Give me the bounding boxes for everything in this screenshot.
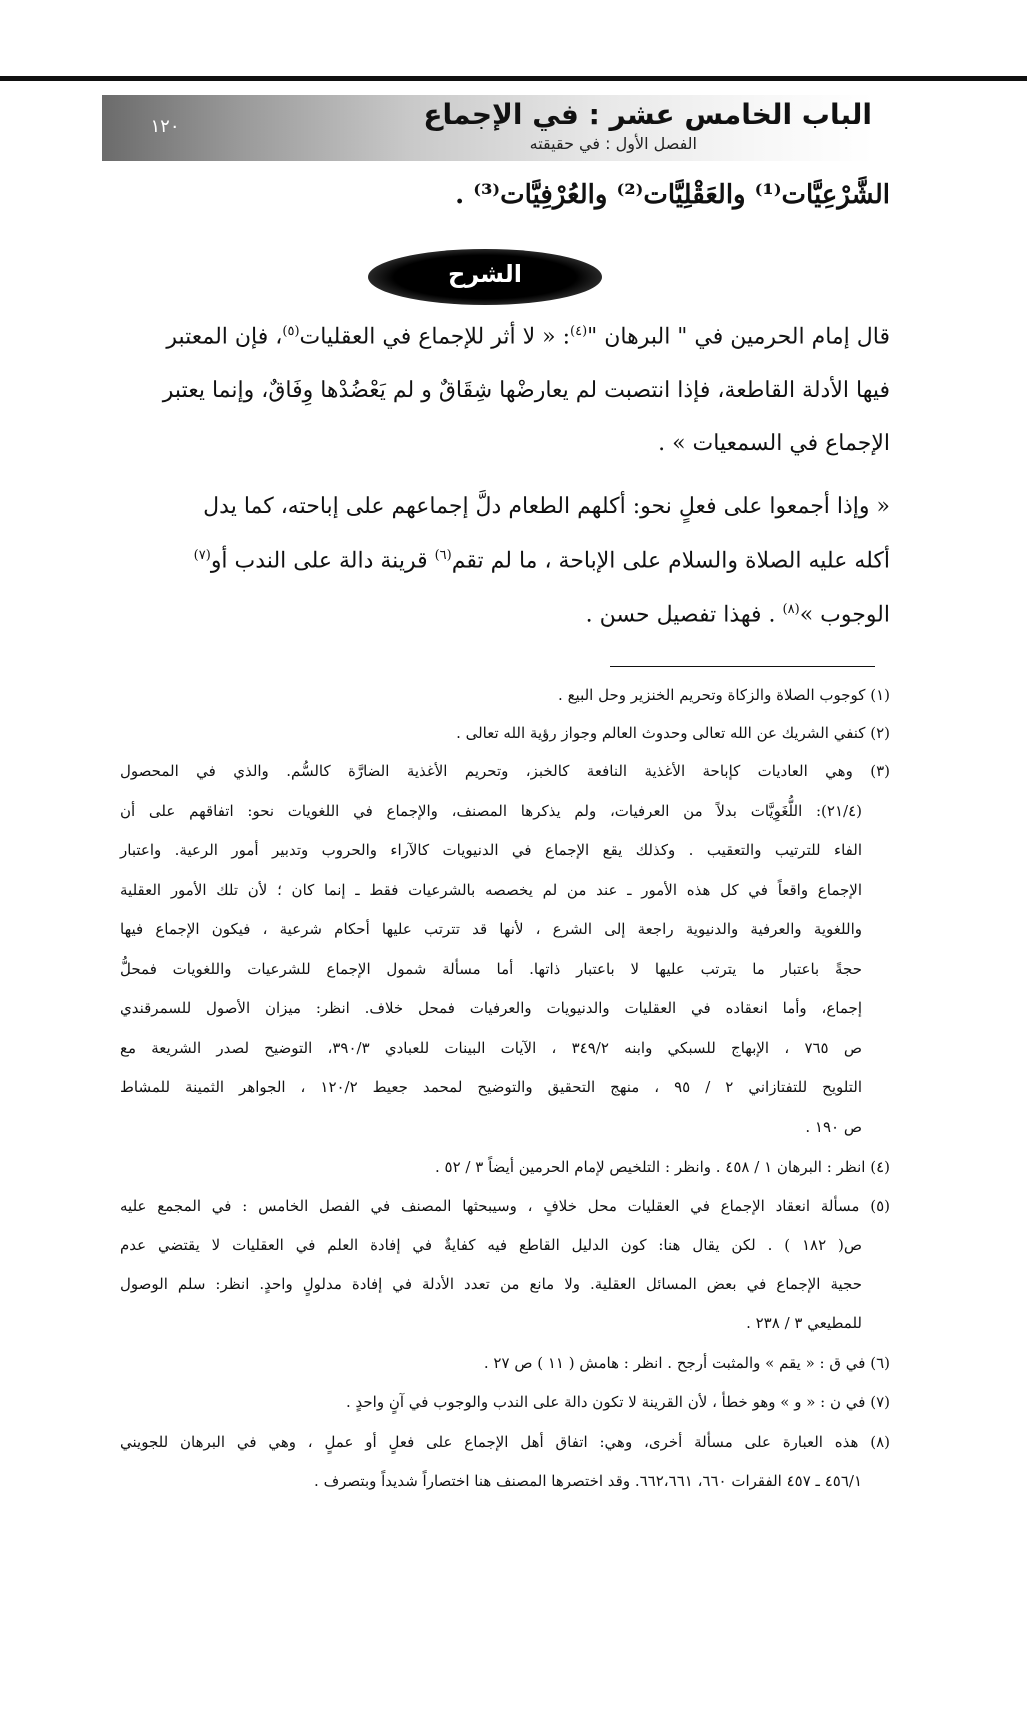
footnote-8-line-2: ٤٥٦/١ ـ ٤٥٧ الفقرات ٦٦٠، ٦٦٢،٦٦١. وقد اختصرها المصنف هنا اختصاراً شديداً وبتصرف . [314, 1472, 862, 1490]
text-run: : « لا أثر للإجماع في العقليات [299, 324, 570, 350]
footnote-5-line-4: للمطيعي ٣ / ٢٣٨ . [746, 1314, 862, 1332]
section-title: الفصل الأول : في حقيقته [529, 134, 697, 153]
footnote-3-line-5: واللغوية والعرفية والدنيوية راجعة إلى الشرع ، لأنها قد تترتب عليها أحكام شرعية ، فيكون الإجماع فيها [120, 920, 862, 938]
footnote-5-line-1: (٥) مسألة انعقاد الإجماع في العقليات محل خلافٍ ، وسيبحثها المصنف في الفصل الخامس : في المجمع عليه [120, 1197, 890, 1215]
footnote-ref: (٥) [282, 324, 300, 339]
footnote-1: (١) كوجوب الصلاة والزكاة وتحريم الخنزير وحل البيع . [558, 686, 890, 704]
paragraph-2-line-3 [586, 602, 890, 627]
footnote-7: (٧) في ن : « و » وهو خطأ ، لأن القرينة لا تكون دالة على الندب والوجوب في آنٍ واحدٍ . [345, 1393, 890, 1411]
footnote-6: (٦) في ق : « يقم » والمثبت أرجح . انظر : هامش ( ١١ ) ص ٢٧ . [483, 1354, 890, 1372]
footnote-ref: (٤) [570, 324, 588, 339]
footnote-3-line-10: ص ١٩٠ . [805, 1118, 862, 1136]
paragraph-1-line-3: الإجماع في السمعيات » . [658, 431, 890, 456]
page-number: ١٢٠ [150, 116, 180, 137]
footnote-5-line-3: حجية الإجماع في بعض المسائل العقلية. ولا مانع من تعدد الأدلة في إفادة مدلولٍ واحدٍ. انظر: سلم الوصول [120, 1275, 862, 1293]
text-run: قال إمام الحرمين في " البرهان " [587, 324, 890, 350]
paragraph-1-line-2: فيها الأدلة القاطعة، فإذا انتصبت لم يعارضْها شِقَاقٌ و لم يَعْضُدْها وِفَاقٌ، وإنما يعتبر [162, 378, 890, 403]
text-run: أكله عليه الصلاة والسلام على الإباحة ، ما لم تقم [451, 548, 890, 574]
footnote-ref: (٦) [434, 548, 452, 563]
text-run: ، فإن المعتبر [166, 324, 283, 350]
footnote-8-line-1: (٨) هذه العبارة على مسألة أخرى، وهي: اتفاق أهل الإجماع على فعلٍ أو عملٍ ، وهي في البرهان للجويني [120, 1433, 890, 1451]
footnote-3-line-8: ص ٧٦٥ ، الإبهاج للسبكي وابنه ٣٤٩/٢ ، الآيات البينات للعبادي ٣٩٠/٣، التوضيح لصدر الشريعة مع [120, 1039, 862, 1057]
footnote-3-line-2: (٢١/٤): اللُّغَوِيَّات بدلاً من العرفيات، ولم يذكرها المصنف، والإجماع في اللغويات نحو: اتفاقهم على أن [120, 802, 862, 820]
footnote-2: (٢) كنفي الشريك عن الله تعالى وحدوث العالم وجواز رؤية الله تعالى . [456, 724, 890, 742]
top-rule [0, 76, 1027, 81]
continuation-line: الشَّرْعِيَّات⁽¹⁾ والعَقْلِيَّات⁽²⁾ والعُرْفِيَّات⁽³⁾ . [455, 180, 890, 210]
footnote-ref: (٧) [193, 548, 211, 563]
paragraph-2-line-2 [194, 548, 890, 573]
footnote-divider [610, 666, 875, 667]
footnote-3-line-1: (٣) وهي العاديات كإباحة الأغذية النافعة كالخبز، وتحريم الأغذية الضارَّة كالسُّم. والذي في المحصول [120, 762, 890, 780]
footnote-ref: (٨) [782, 602, 800, 617]
footnote-5-line-2: ص( ١٨٢ ) . لكن يقال هنا: كون الدليل القاطع فيه كفايةٌ في إفادة العلم في العقليات لا يقتضي عدم [120, 1236, 862, 1254]
footnote-4: (٤) انظر : البرهان ١ / ٤٥٨ . وانظر : التلخيص لإمام الحرمين أيضاً ٣ / ٥٢ . [434, 1158, 890, 1176]
paragraph-1-line-1 [166, 324, 890, 349]
paragraph-2-line-1: « وإذا أجمعوا على فعلٍ نحو: أكلهم الطعام دلَّ إجماعهم على إباحته، كما يدل [203, 494, 890, 519]
text-run: الوجوب » [799, 602, 890, 628]
footnote-3-line-3: الفاء للترتيب والتعقيب . وكذلك يقع الإجماع في الدنيويات كالآراء والحروب وتدبير أمور الرعية. واعتبار [120, 841, 862, 859]
text-run: قرينة دالة على الندب أو [210, 548, 435, 574]
footnote-3-line-4: الإجماع واقعاً في كل هذه الأمور ـ عند من لم يخصصه بالشرعيات فقط ـ إنما كان ؛ لأن تلك الأمور العقلية [120, 881, 862, 899]
sharh-label: الشرح [448, 260, 522, 288]
footnote-3-line-6: حجةً باعتبار ما يترتب عليها لا باعتبار ذاتها. أما مسألة شمول الإجماع للشرعيات واللغويات فمحلُّ [120, 960, 862, 978]
footnote-3-line-7: إجماع، وأما انعقاده في العقليات والدنيويات والعرفيات فمحل خلاف. انظر: ميزان الأصول للسمرقندي [120, 999, 862, 1017]
chapter-title: الباب الخامس عشر : في الإجماع [423, 98, 872, 131]
text-run: . فهذا تفصيل حسن . [585, 602, 783, 628]
footnote-3-line-9: التلويح للتفتازاني ٢ / ٩٥ ، منهج التحقيق والتوضيح لمحمد جعيط ١٢٠/٢ ، الجواهر الثمينة للمشاط [120, 1078, 863, 1096]
